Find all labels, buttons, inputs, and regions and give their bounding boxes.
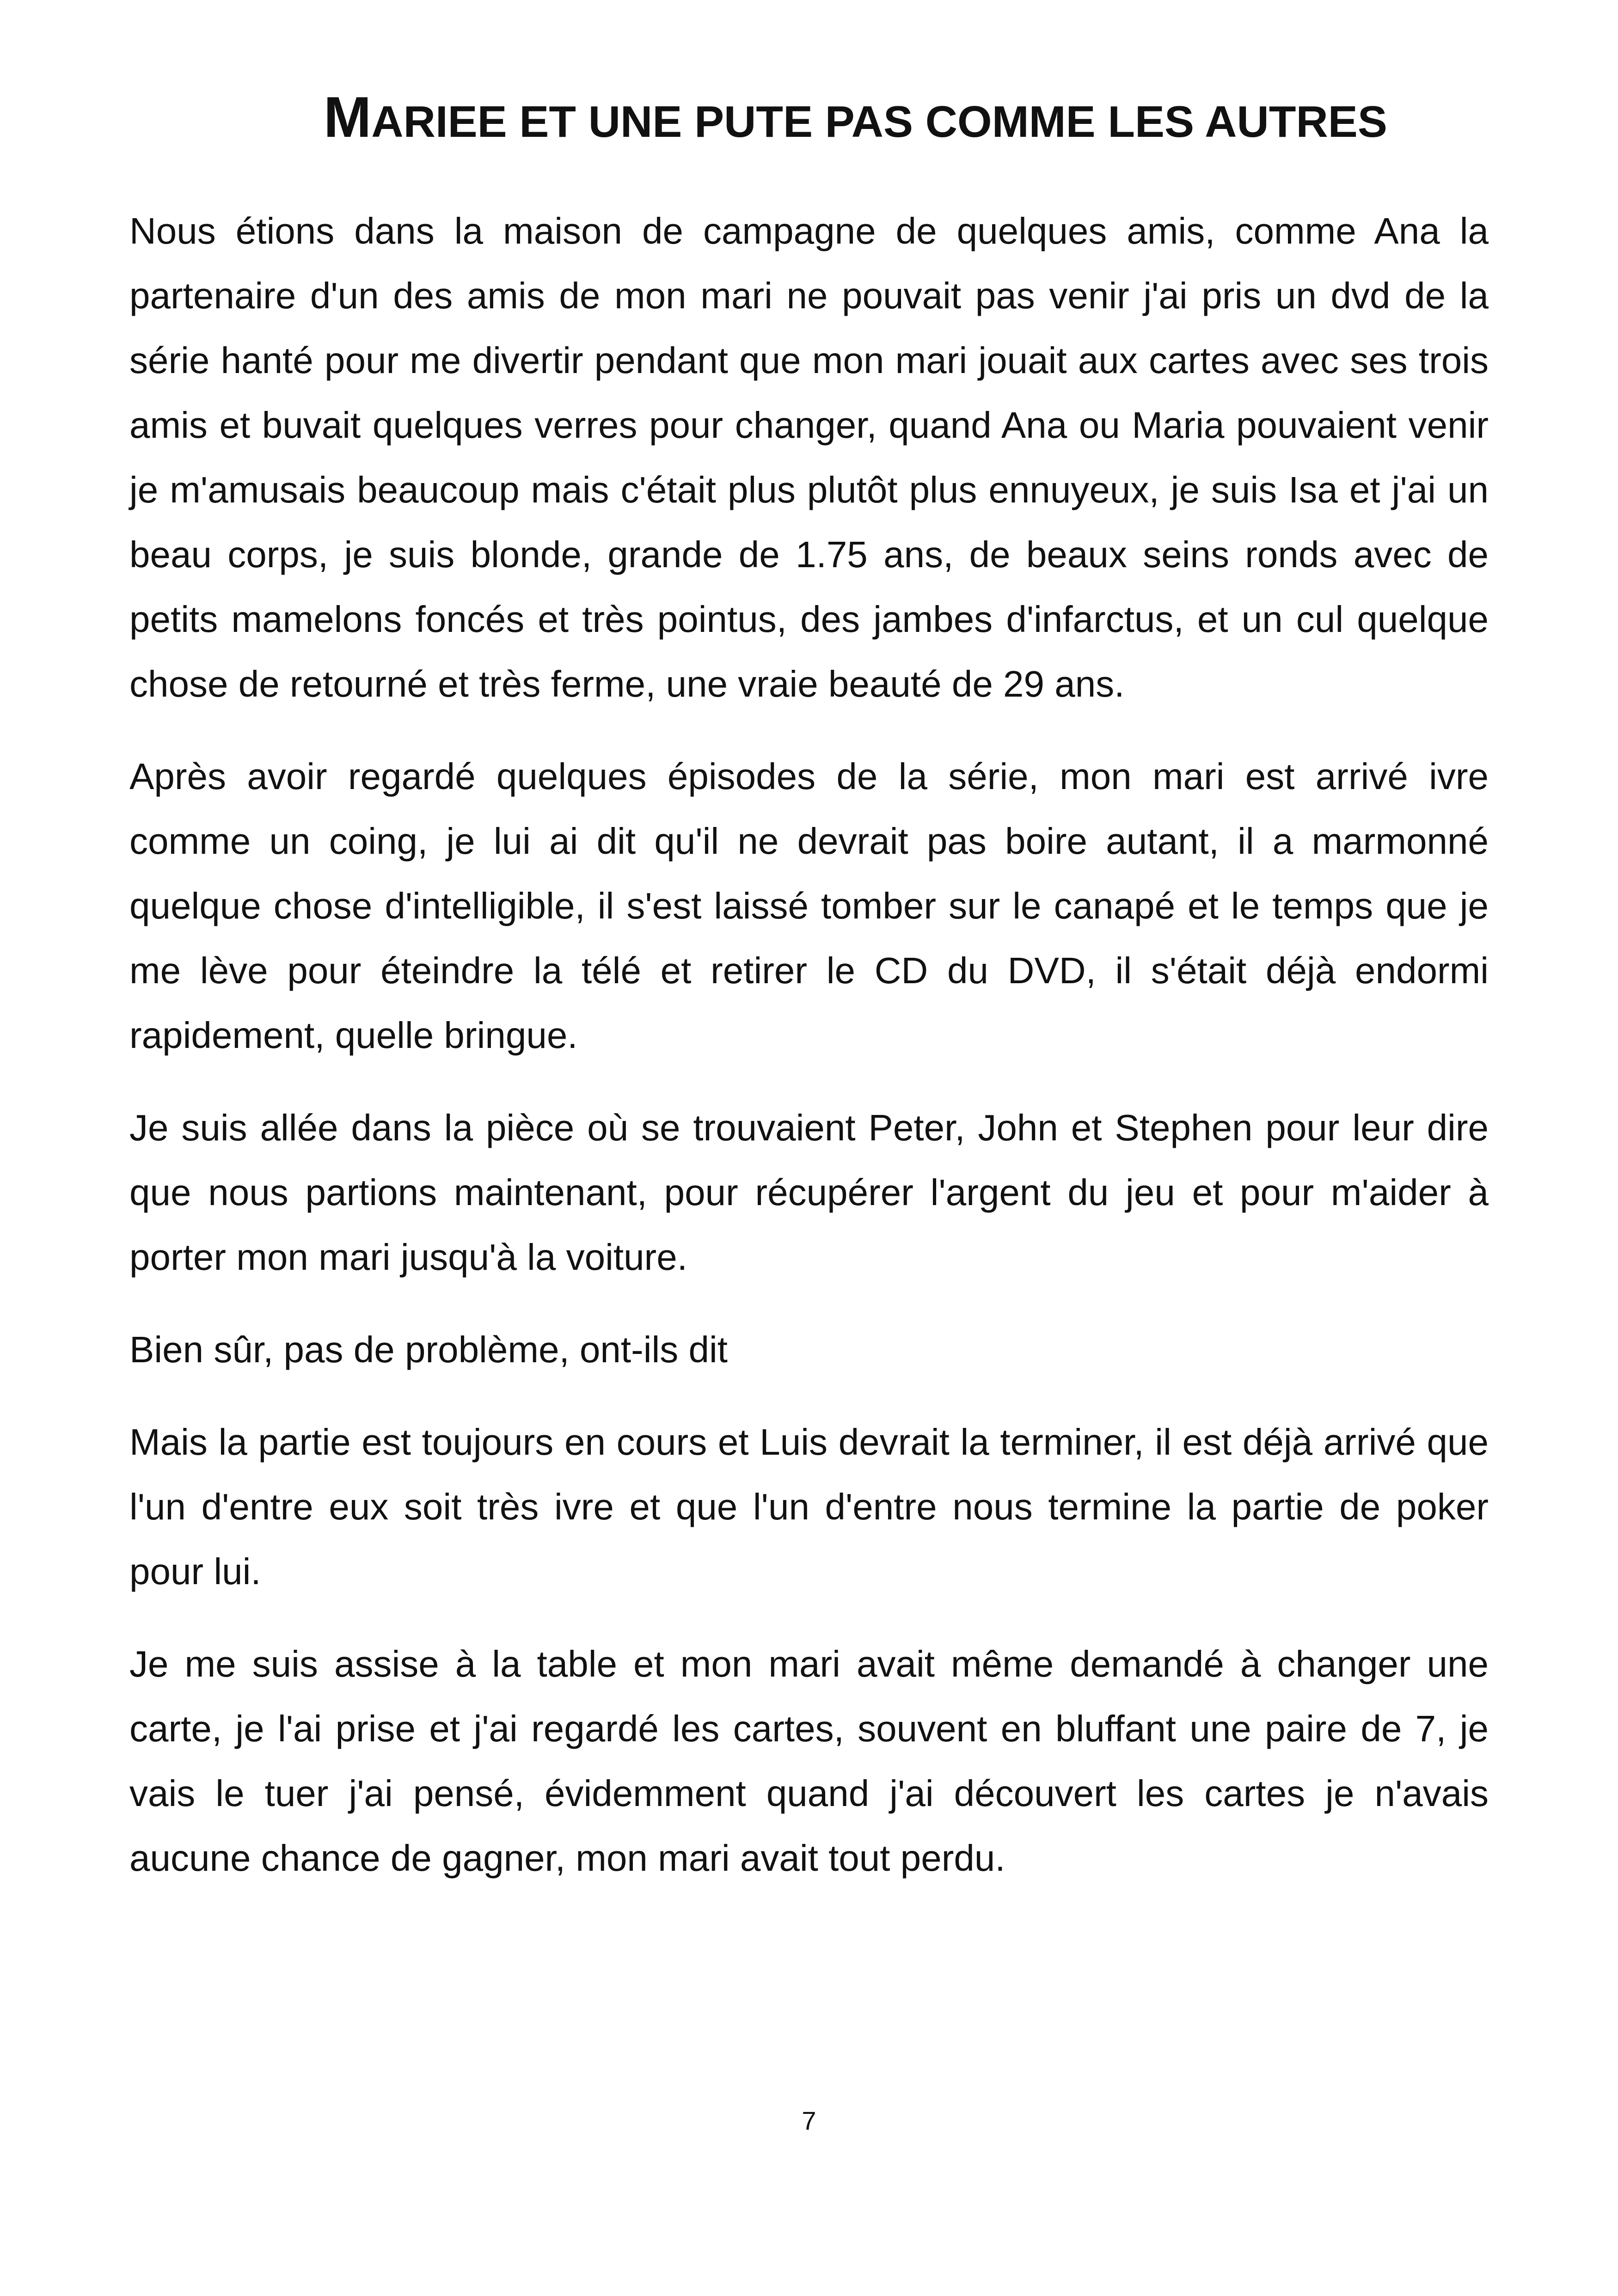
paragraph-2: Après avoir regardé quelques épisodes de la série, mon mari est arrivé ivre comme un coing, je lui ai dit qu'il ne devrait pas boire autant, il a marmonné quelque chose d'intelligible, il s'est laissé tomber sur le canapé et le temps que je me lève pour éteindre la télé et retirer le CD du DVD, il s'était déjà endormi rapidement, quelle bringue. [129, 756, 1489, 1056]
paragraph-3: Je suis allée dans la pièce où se trouvaient Peter, John et Stephen pour leur dire que nous partions maintenant, pour récupérer l'argent du jeu et pour m'aider à porter mon mari jusqu'à la voiture. [129, 1107, 1489, 1278]
page-number: 7 [802, 2106, 816, 2135]
body-text [129, 199, 1489, 1918]
paragraph-6: Je me suis assise à la table et mon mari avait même demandé à changer une carte, je l'ai prise et j'ai regardé les cartes, souvent en bluffant une paire de 7, je vais le tuer j'ai pensé, évidemment quand j'ai découvert les cartes je n'avais aucune chance de gagner, mon mari avait tout perdu. [129, 1643, 1489, 1879]
page-title [324, 83, 1479, 152]
paragraph-1: Nous étions dans la maison de campagne de quelques amis, comme Ana la partenaire d'un des amis de mon mari ne pouvait pas venir j'ai pris un dvd de la série hanté pour me divertir pendant que mon mari jouait aux cartes avec ses trois amis et buvait quelques verres pour changer, quand Ana ou Maria pouvaient venir je m'amusais beaucoup mais c'était plus plutôt plus ennuyeux, je suis Isa et j'ai un beau corps, je suis blonde, grande de 1.75 ans, de beaux seins ronds avec de petits mamelons foncés et très pointus, des jambes d'infarctus, et un cul quelque chose de retourné et très ferme, une vraie beauté de 29 ans. [129, 210, 1489, 704]
title-text: ARIEE ET UNE PUTE PAS COMME LES AUTRES [371, 97, 1387, 147]
paragraph-4: Bien sûr, pas de problème, ont-ils dit [129, 1329, 728, 1370]
paragraph-5: Mais la partie est toujours en cours et Luis devrait la terminer, il est déjà arrivé que l'un d'entre eux soit très ivre et que l'un d'entre nous termine la partie de poker pour lui. [129, 1421, 1489, 1592]
title-initial: M [324, 86, 372, 149]
